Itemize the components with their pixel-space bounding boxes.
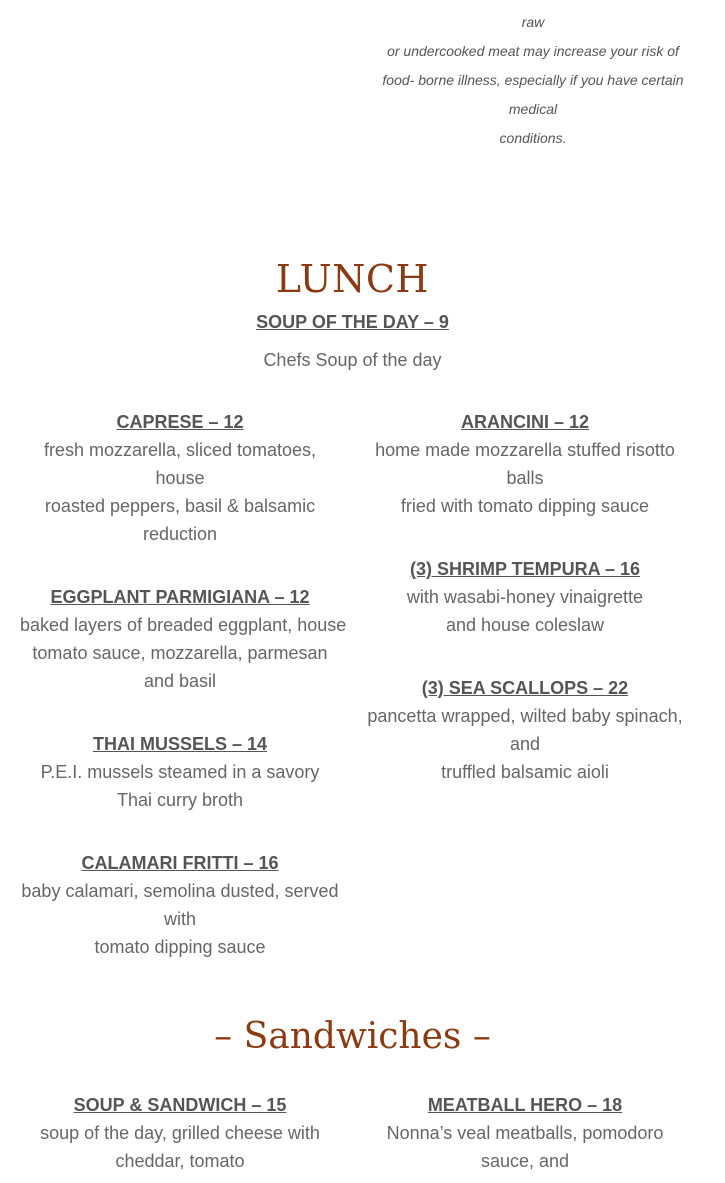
menu-item-description-line: soup of the day, grilled cheese with	[40, 1123, 320, 1143]
menu-item-title: CAPRESE – 12	[116, 412, 244, 432]
menu-item-description-line: Nonna’s veal meatballs, pomodoro	[386, 1123, 664, 1143]
menu-item-meatball-hero	[366, 1091, 684, 1175]
menu-item-sea-scallops	[366, 674, 684, 786]
menu-item-title: CALAMARI FRITTI – 16	[81, 853, 279, 873]
disclaimer-line: raw	[521, 14, 545, 30]
disclaimer-line: or undercooked meat may increase your risk of	[387, 43, 679, 59]
menu-item-description-line: P.E.I. mussels steamed in a savory	[40, 762, 320, 782]
menu-item-description-line: fried with tomato dipping sauce	[400, 496, 650, 516]
menu-item-shrimp-tempura	[366, 555, 684, 639]
menu-item-title: EGGPLANT PARMIGIANA – 12	[50, 587, 310, 607]
menu-item-description-line: and house coleslaw	[445, 615, 605, 635]
menu-item-description-line: roasted peppers, basil & balsamic	[44, 496, 316, 516]
menu-item-description-line: home made mozzarella stuffed risotto	[375, 440, 675, 460]
menu-item-description-line: cheddar, tomato	[115, 1151, 245, 1171]
menu-item-caprese	[20, 408, 340, 548]
menu-item-calamari-fritti	[20, 849, 340, 961]
menu-item-title: ARANCINI – 12	[460, 412, 590, 432]
menu-item-arancini	[366, 408, 684, 520]
food-safety-disclaimer	[368, 0, 698, 153]
menu-item-description-line: pancetta wrapped, wilted baby spinach,	[367, 706, 683, 726]
menu-item-description-line: with	[163, 909, 196, 929]
menu-item-soup-of-the-day	[0, 308, 705, 374]
menu-item-thai-mussels	[20, 730, 340, 814]
menu-item-description-line: baby calamari, semolina dusted, served	[21, 881, 339, 901]
disclaimer-line: food- borne illness, especially if you have certain	[382, 72, 684, 88]
menu-item-description-line: sauce, and	[480, 1151, 570, 1171]
menu-item-soup-and-sandwich	[20, 1091, 340, 1175]
menu-item-title: THAI MUSSELS – 14	[92, 734, 268, 754]
menu-item-description-line: tomato sauce, mozzarella, parmesan	[32, 643, 328, 663]
menu-item-description: Chefs Soup of the day	[263, 350, 442, 370]
menu-item-title: SOUP OF THE DAY – 9	[256, 312, 449, 332]
menu-item-title: (3) SEA SCALLOPS – 22	[421, 678, 629, 698]
sandwiches-section-title: – Sandwiches –	[214, 1016, 491, 1057]
menu-item-title: (3) SHRIMP TEMPURA – 16	[409, 559, 641, 579]
menu-item-description-line: balls	[506, 468, 544, 488]
lunch-section-title: LUNCH	[275, 257, 430, 301]
menu-item-description-line: truffled balsamic aioli	[441, 762, 609, 782]
menu-item-description-line: tomato dipping sauce	[94, 937, 266, 957]
menu-item-title: SOUP & SANDWICH – 15	[73, 1095, 287, 1115]
menu-item-description-line: house	[155, 468, 205, 488]
menu-item-description-line: and	[509, 734, 541, 754]
menu-item-description-line: and basil	[143, 671, 217, 691]
menu-item-description-line: with wasabi-honey vinaigrette	[406, 587, 644, 607]
menu-item-description-line: Thai curry broth	[116, 790, 244, 810]
menu-item-description-line: fresh mozzarella, sliced tomatoes,	[43, 440, 317, 460]
menu-item-title: MEATBALL HERO – 18	[427, 1095, 623, 1115]
menu-item-eggplant-parmigiana	[20, 583, 347, 695]
menu-item-description-line: reduction	[142, 524, 218, 544]
disclaimer-line: medical	[508, 101, 558, 117]
menu-item-description-line: baked layers of breaded eggplant, house	[20, 615, 347, 635]
disclaimer-line: conditions.	[499, 130, 567, 146]
